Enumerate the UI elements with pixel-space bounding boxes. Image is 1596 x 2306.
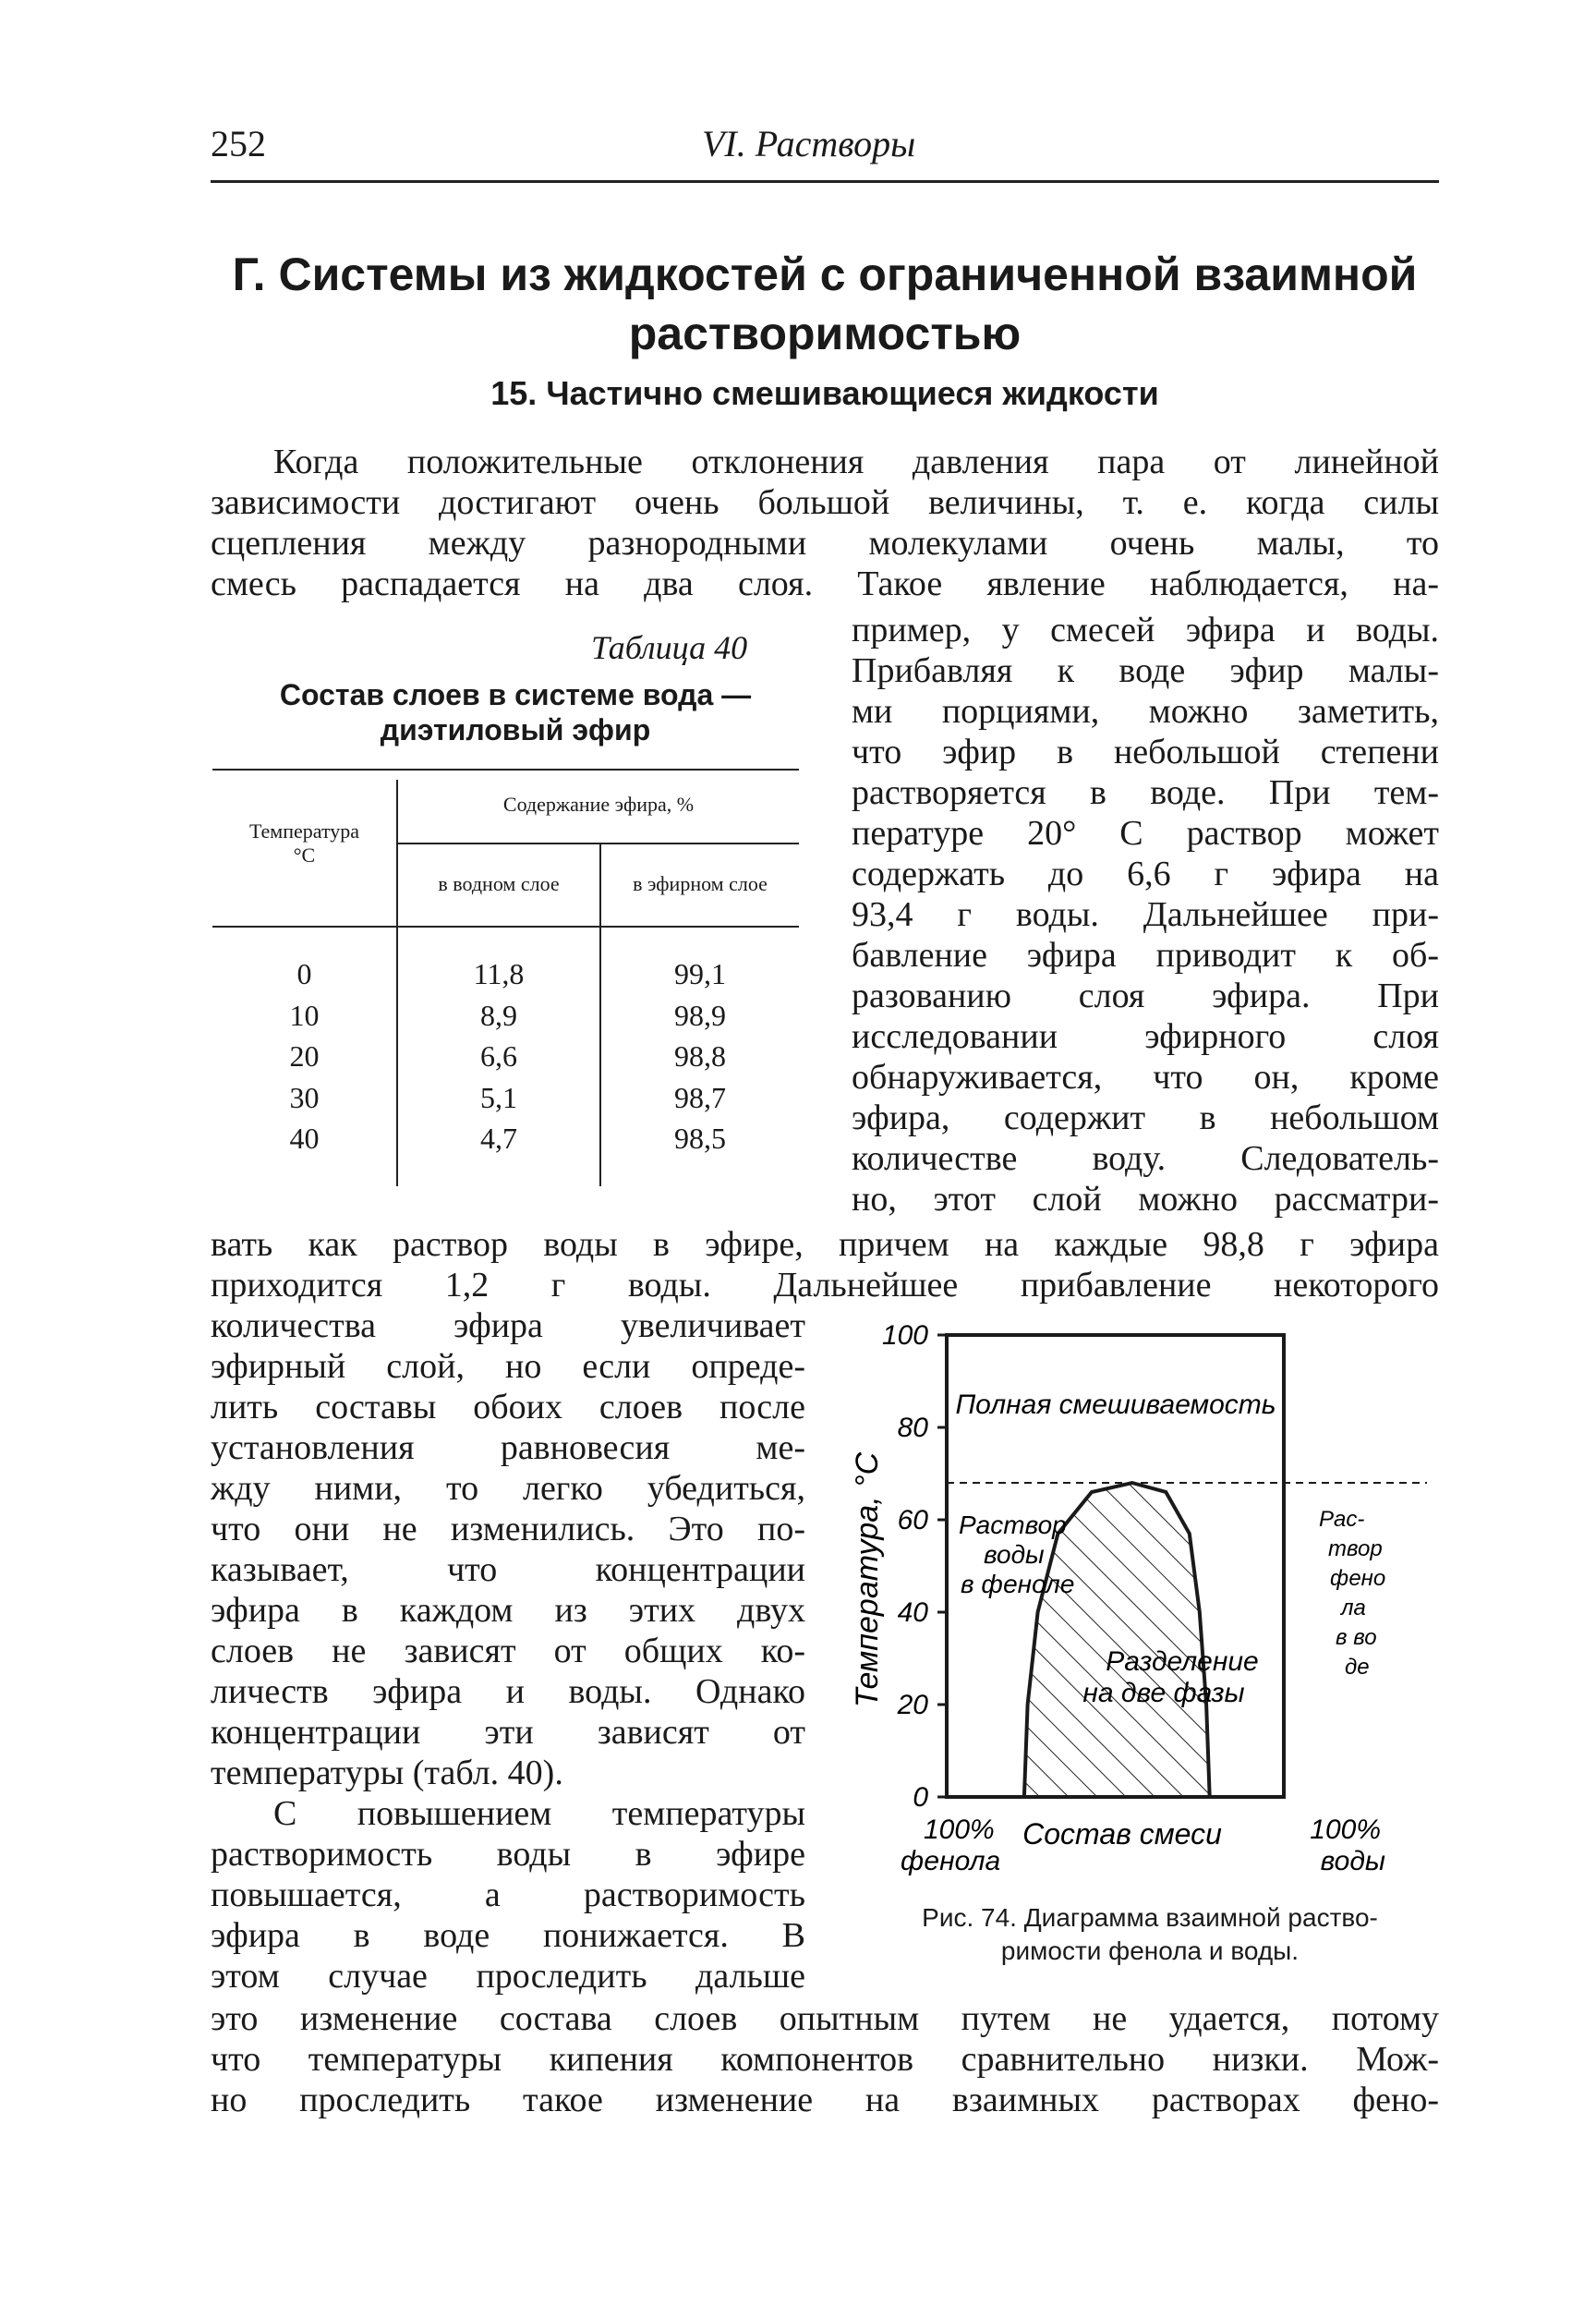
y-tick-label: 0 — [913, 1782, 928, 1813]
section-title-line-1: Г. Системы из жидкостей с ограниченной взаимной — [232, 249, 1418, 300]
text-line: исследовании эфирного слоя — [852, 1017, 1439, 1056]
header-temperature-line-2: °С — [293, 844, 316, 867]
text-line: жду ними, то легко убедиться, — [211, 1469, 805, 1508]
text-line: но, этот слой можно рассматри- — [852, 1180, 1439, 1219]
text-line: вать как раствор воды в эфире, причем на каждые 98,8 г эфира — [211, 1225, 1439, 1264]
text-line: приходится 1,2 г воды. Дальнейшее прибавление некоторого — [211, 1266, 1439, 1305]
page-number: 252 — [211, 123, 266, 164]
text-line: растворяется в воде. При тем- — [852, 773, 1439, 812]
section-title — [211, 245, 1439, 363]
label-two-phases: на две фазы — [1082, 1678, 1245, 1708]
text-line: разованию слоя эфира. При — [852, 977, 1439, 1015]
table-title-line-2: диэтиловый эфир — [380, 713, 651, 746]
text-line: количества эфира увеличивает — [211, 1306, 805, 1345]
figure-caption-line-2: римости фенола и воды. — [1000, 1936, 1300, 1965]
label-two-phases: Разделение — [1106, 1646, 1259, 1677]
label-phenol-in-water: де — [1345, 1655, 1370, 1680]
text-line: но проследить такое изменение на взаимных растворах фено- — [211, 2081, 1439, 2119]
text-line: ми порциями, можно заметить, — [852, 692, 1439, 731]
data-table — [212, 769, 799, 1194]
text-line: повышается, а растворимость — [211, 1875, 805, 1914]
table-header-temperature — [212, 819, 396, 868]
table-cell: 30 — [289, 1080, 320, 1114]
text-line: количестве воду. Следователь- — [852, 1139, 1439, 1178]
label-phenol-in-water: Рас- — [1319, 1507, 1365, 1532]
text-line: личеств эфира и воды. Однако — [211, 1672, 805, 1711]
text-line: Когда положительные отклонения давления пара от линейной — [273, 443, 1439, 481]
table-cell: 98,7 — [674, 1080, 726, 1114]
table-cell: 99,1 — [674, 957, 726, 990]
table-cell: 4,7 — [480, 1122, 517, 1155]
label-full-miscibility: Полная смешиваемость — [955, 1390, 1276, 1420]
subsection-title: 15. Частично смешивающиеся жидкости — [490, 374, 1159, 412]
text-line: сцепления между разнородными молекулами очень малы, то — [211, 524, 1439, 563]
table-cell: 98,5 — [674, 1122, 726, 1155]
label-water-in-phenol: воды — [984, 1540, 1045, 1569]
text-line: С повышением температуры — [273, 1794, 805, 1833]
table-column-ether — [601, 953, 799, 1159]
table-cell: 98,8 — [674, 1039, 726, 1073]
text-line: Прибавляя к воде эфир малы- — [852, 651, 1439, 690]
label-water-in-phenol: в феноле — [961, 1570, 1075, 1598]
label-phenol-in-water: в во — [1336, 1625, 1377, 1650]
x-label-right-component: воды — [1320, 1846, 1385, 1876]
text-line: слоев не зависят от общих ко- — [211, 1632, 805, 1670]
section-title-line-2: растворимостью — [628, 308, 1022, 359]
text-line: смесь распадается на два слоя. Такое явление наблюдается, на- — [211, 564, 1439, 603]
table-cell: 20 — [289, 1039, 320, 1073]
text-line: что эфир в небольшой степени — [852, 733, 1439, 771]
header-rule — [211, 180, 1439, 183]
table-cell: 40 — [289, 1122, 320, 1155]
text-line: установления равновесия ме- — [211, 1428, 805, 1467]
y-tick-label: 80 — [897, 1413, 928, 1443]
table-cell: 5,1 — [480, 1080, 517, 1114]
table-cell: 11,8 — [473, 957, 525, 990]
text-line: бавление эфира приводит к об- — [852, 936, 1439, 975]
text-line: что они не изменились. Это по- — [211, 1510, 805, 1548]
table-column-temperature — [212, 953, 396, 1159]
table-header-ether-layer: в эфирном слое — [633, 872, 768, 895]
text-line: зависимости достигают очень большой величины, т. е. когда силы — [211, 483, 1439, 522]
text-line: 93,4 г воды. Дальнейшее при- — [852, 895, 1439, 934]
table-cell: 0 — [296, 957, 312, 990]
y-tick-label: 60 — [897, 1505, 928, 1535]
y-axis-label: Температура, °С — [850, 1451, 885, 1708]
table-cell: 10 — [289, 998, 320, 1032]
paragraph-top — [211, 442, 1439, 604]
text-line: эфира в воде понижается. В — [211, 1916, 805, 1955]
text-line: это изменение состава слоев опытным путем не удается, потому — [211, 1999, 1439, 2038]
table-title-line-1: Состав слоев в системе вода — — [279, 678, 752, 711]
text-line: эфира в каждом из этих двух — [211, 1591, 805, 1630]
x-axis-label: Состав смеси — [1022, 1817, 1222, 1851]
paragraph-left-of-figure — [211, 1305, 805, 1997]
phase-diagram — [813, 1312, 1459, 1903]
y-tick-label: 100 — [881, 1320, 928, 1351]
table-cell: 6,6 — [480, 1039, 517, 1073]
text-line: температуры (табл. 40). — [211, 1754, 563, 1792]
paragraph-right-of-table — [852, 610, 1439, 1220]
text-line: эфира, содержит в небольшом — [852, 1098, 1439, 1137]
label-phenol-in-water: фено — [1330, 1566, 1386, 1591]
label-phenol-in-water: ла — [1341, 1596, 1366, 1620]
table-caption: Таблица 40 — [591, 629, 748, 666]
text-line: эфирный слой, но если опреде- — [211, 1347, 805, 1386]
text-line: что температуры кипения компонентов сравнительно низки. Мож- — [211, 2040, 1439, 2079]
text-line: казывает, что концентрации — [211, 1550, 805, 1589]
table-header-water-layer: в водном слое — [438, 872, 560, 895]
text-line: концентрации эти зависят от — [211, 1713, 805, 1752]
text-line: растворимость воды в эфире — [211, 1835, 805, 1874]
text-line: обнаруживается, что он, кроме — [852, 1058, 1439, 1097]
x-label-left-percent: 100% — [924, 1814, 995, 1845]
figure-caption — [854, 1901, 1445, 1968]
x-label-right-percent: 100% — [1310, 1814, 1381, 1845]
text-line: пример, у смесей эфира и воды. — [852, 611, 1439, 649]
running-header: VI. Растворы — [702, 123, 916, 164]
table-rule-top — [212, 769, 799, 771]
y-tick-label: 40 — [897, 1597, 928, 1628]
text-line: содержать до 6,6 г эфира на — [852, 855, 1439, 893]
table-rule-header-bottom — [212, 926, 799, 928]
text-line: этом случае проследить дальше — [211, 1957, 805, 1996]
x-label-left-component: фенола — [901, 1846, 1001, 1876]
table-title — [211, 677, 820, 747]
text-line: лить составы обоих слоев после — [211, 1388, 805, 1426]
table-column-water — [398, 953, 599, 1159]
paragraph-middle — [211, 1224, 1439, 1305]
y-tick-label: 20 — [897, 1690, 928, 1720]
figure-caption-line-1: Рис. 74. Диаграмма взаимной раство- — [922, 1903, 1378, 1932]
table-header-ether-content: Содержание эфира, % — [502, 793, 695, 816]
label-phenol-in-water: твор — [1328, 1536, 1383, 1561]
label-water-in-phenol: Раствор — [959, 1511, 1067, 1539]
text-line: пературе 20° С раствор может — [852, 814, 1439, 853]
header-temperature-line-1: Температура — [248, 819, 360, 843]
table-cell: 8,9 — [480, 998, 517, 1032]
table-cell: 98,9 — [674, 998, 726, 1032]
paragraph-bottom — [211, 1998, 1439, 2120]
table-rule-header-group — [397, 843, 799, 844]
